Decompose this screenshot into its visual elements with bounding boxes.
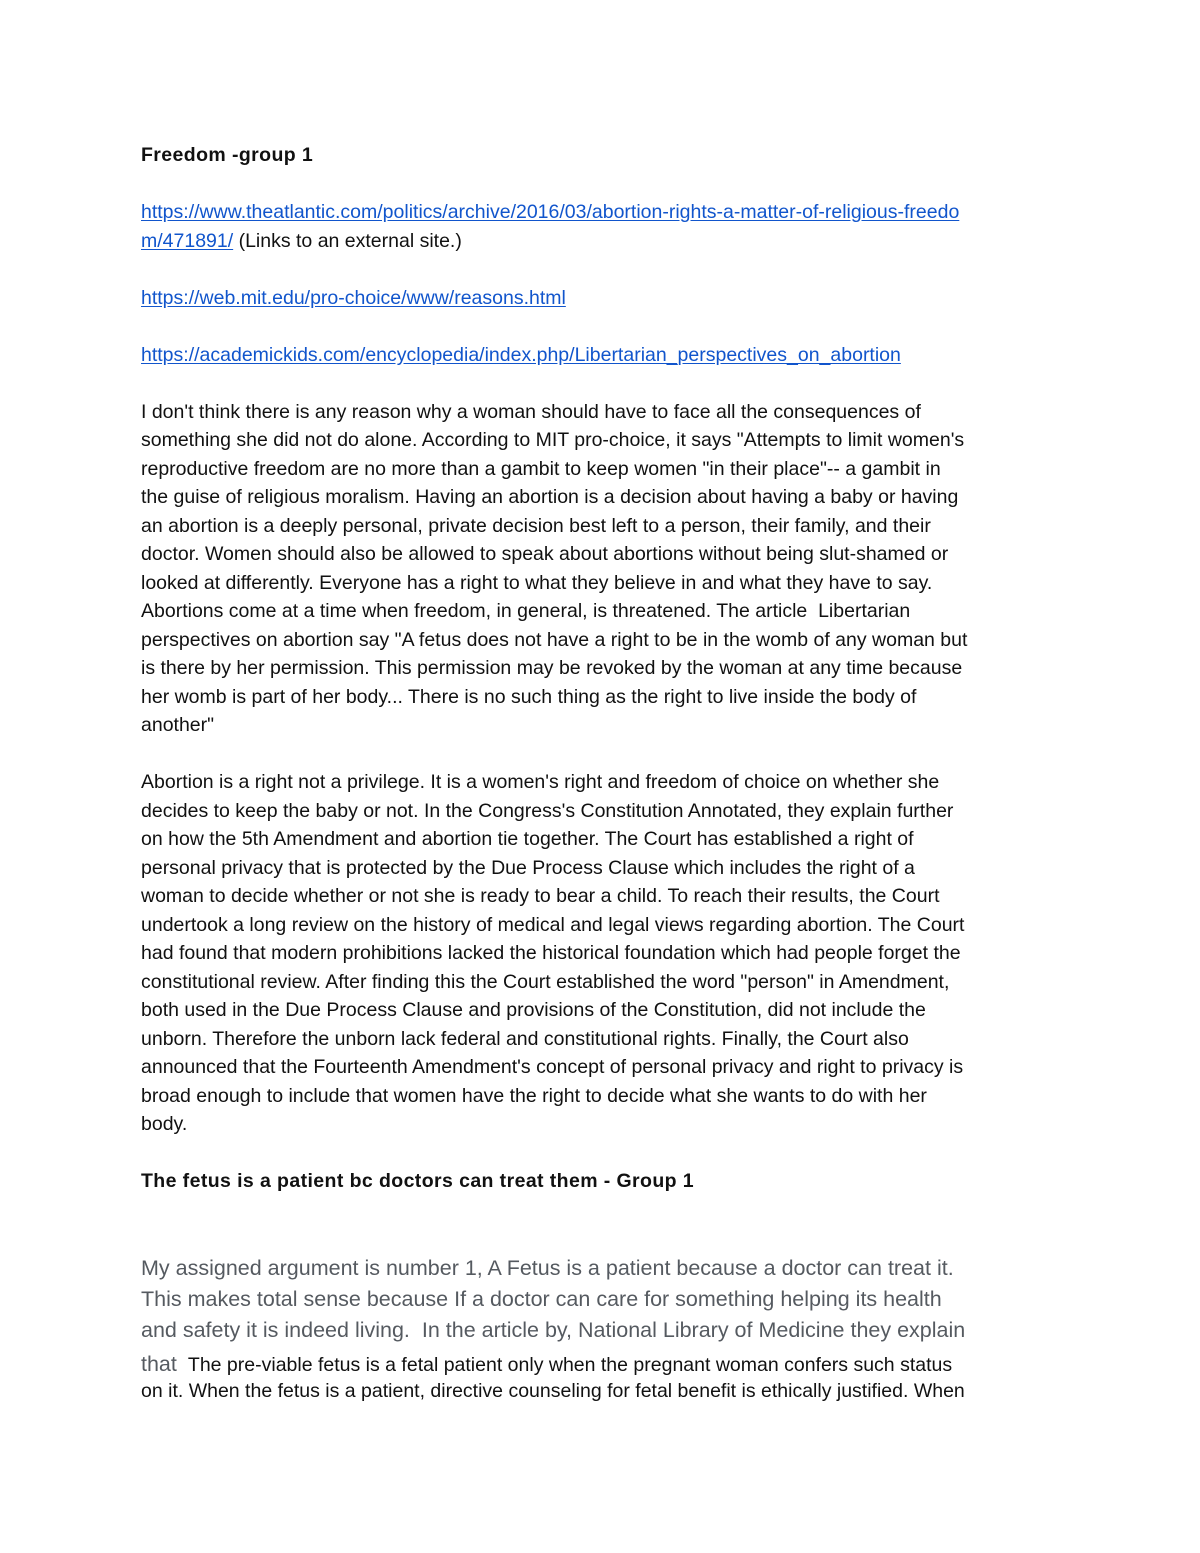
paragraph2-line: broad enough to include that women have the right to decide what she wants to do with her — [141, 1085, 927, 1107]
paragraph2-line: decides to keep the baby or not. In the Congress's Constitution Annotated, they explain further — [141, 800, 954, 822]
paragraph1-line: is there by her permission. This permission may be revoked by the woman at any time because — [141, 657, 963, 679]
link-academickids[interactable]: https://academickids.com/encyclopedia/index.php/Libertarian_perspectives_on_abortion — [141, 344, 901, 366]
paragraph3-line: on it. When the fetus is a patient, directive counseling for fetal benefit is ethically justified. When — [141, 1380, 965, 1402]
paragraph1-line: an abortion is a deeply personal, private decision best left to a person, their family, and their — [141, 515, 931, 537]
paragraph2-line: had found that modern prohibitions lacked the historical foundation which had people forget the — [141, 942, 961, 964]
link-mit-reasons[interactable]: https://web.mit.edu/pro-choice/www/reasons.html — [141, 287, 566, 309]
external-site-note: (Links to an external site.) — [233, 230, 462, 252]
link-theatlantic-continued-line — [141, 229, 462, 253]
paragraph1-line: I don't think there is any reason why a woman should have to face all the consequences of — [141, 401, 921, 423]
paragraph2-line: personal privacy that is protected by the Due Process Clause which includes the right of a — [141, 857, 915, 879]
paragraph3-dark-fragment: The pre-viable fetus is a fetal patient only when the pregnant woman confers such status — [182, 1354, 953, 1376]
paragraph1-line: Abortions come at a time when freedom, in general, is threatened. The article Libertarian — [141, 600, 911, 622]
paragraph1-line: the guise of religious moralism. Having an abortion is a decision about having a baby or having — [141, 486, 959, 508]
paragraph3-line: and safety it is indeed living. In the article by, National Library of Medicine they explain — [141, 1318, 966, 1342]
paragraph1-line: doctor. Women should also be allowed to speak about abortions without being slut-shamed or — [141, 543, 949, 565]
paragraph2-line: both used in the Due Process Clause and provisions of the Constitution, did not include the — [141, 999, 926, 1021]
paragraph2-line: announced that the Fourteenth Amendment's concept of personal privacy and right to privacy is — [141, 1056, 964, 1078]
paragraph2-line: woman to decide whether or not she is ready to bear a child. To reach their results, the Court — [141, 885, 940, 907]
paragraph3-line — [141, 1350, 952, 1378]
section-heading-fetus-patient: The fetus is a patient bc doctors can treat them - Group 1 — [141, 1170, 695, 1192]
section-heading-freedom: Freedom -group 1 — [141, 144, 314, 166]
paragraph1-line: reproductive freedom are no more than a gambit to keep women "in their place"-- a gambit in — [141, 458, 941, 480]
link-theatlantic[interactable]: https://www.theatlantic.com/politics/archive/2016/03/abortion-rights-a-matter-of-religious-freedo — [141, 201, 960, 223]
paragraph1-line: looked at differently. Everyone has a right to what they believe in and what they have to say. — [141, 572, 933, 594]
paragraph1-line: something she did not do alone. According to MIT pro-choice, it says "Attempts to limit women's — [141, 429, 965, 451]
paragraph3-line: My assigned argument is number 1, A Fetus is a patient because a doctor can treat it. — [141, 1256, 954, 1280]
paragraph3-line: This makes total sense because If a doctor can care for something helping its health — [141, 1287, 942, 1311]
paragraph2-line: undertook a long review on the history of medical and legal views regarding abortion. The Court — [141, 914, 965, 936]
paragraph2-line: Abortion is a right not a privilege. It is a women's right and freedom of choice on whether she — [141, 771, 940, 793]
paragraph2-line: constitutional review. After finding this the Court established the word "person" in Amendment, — [141, 971, 950, 993]
paragraph2-line: body. — [141, 1113, 188, 1135]
paragraph1-line: perspectives on abortion say "A fetus does not have a right to be in the womb of any woman but — [141, 629, 968, 651]
link-theatlantic-tail[interactable]: m/471891/ — [141, 230, 234, 252]
paragraph3-gray-fragment: that — [141, 1352, 183, 1376]
paragraph1-line: another" — [141, 714, 215, 736]
paragraph2-line: on how the 5th Amendment and abortion tie together. The Court has established a right of — [141, 828, 914, 850]
paragraph1-line: her womb is part of her body... There is no such thing as the right to live inside the body of — [141, 686, 917, 708]
paragraph2-line: unborn. Therefore the unborn lack federal and constitutional rights. Finally, the Court also — [141, 1028, 909, 1050]
